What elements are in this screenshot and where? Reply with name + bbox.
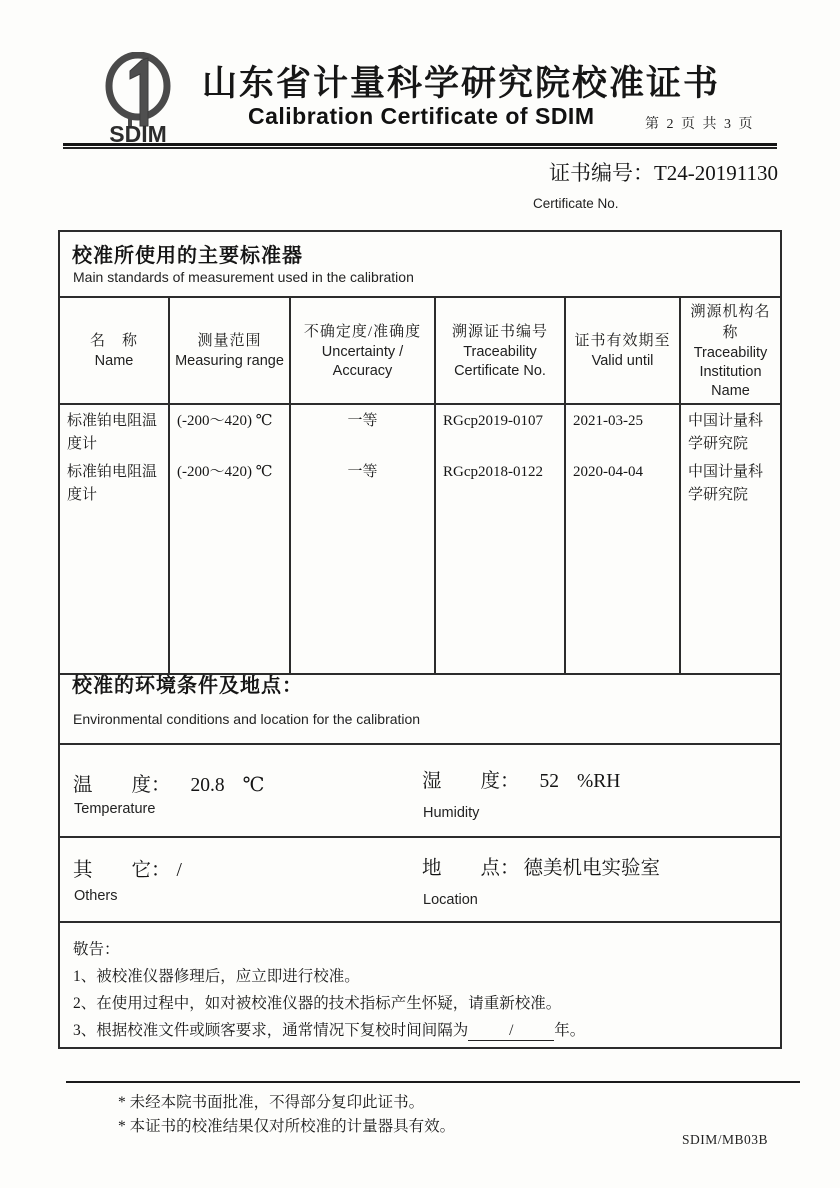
standards-section-title-zh: 校准所使用的主要标准器 bbox=[72, 245, 303, 267]
table-row bbox=[60, 404, 780, 457]
column-header-valid-until: 证书有效期至 Valid until bbox=[565, 297, 680, 404]
environment-section-title-zh: 校准的环境条件及地点： bbox=[72, 675, 303, 697]
cell-valid-until: 2020-04-04 bbox=[565, 456, 680, 508]
others-value: / bbox=[176, 860, 182, 881]
env-divider-3 bbox=[60, 921, 780, 923]
footer-divider-rule bbox=[66, 1081, 800, 1083]
cell-name: 标准铂电阻温度计 bbox=[60, 404, 169, 457]
humidity-label-zh: 湿 度： bbox=[422, 771, 520, 792]
column-header-uncertainty: 不确定度/准确度 Uncertainty / Accuracy bbox=[290, 297, 435, 404]
location-label-en: Location bbox=[423, 892, 478, 908]
cell-name: 标准铂电阻温度计 bbox=[60, 456, 169, 508]
logo-sdim-text: SDIM bbox=[109, 121, 167, 146]
cell-range: (-200～420) ℃ bbox=[169, 404, 290, 457]
location-field bbox=[422, 852, 660, 880]
cell-cert-no: RGcp2019-0107 bbox=[435, 404, 565, 457]
page-title-zh: 山东省计量科学研究院校准证书 bbox=[202, 64, 721, 103]
humidity-field bbox=[422, 765, 620, 793]
temperature-unit: ℃ bbox=[242, 775, 265, 796]
page-title-en: Calibration Certificate of SDIM bbox=[248, 103, 595, 129]
others-label-zh: 其 它： bbox=[73, 860, 171, 881]
notice-item-3: 3、根据校准文件或顾客要求，通常情况下复校时间间隔为 / 年。 bbox=[73, 1022, 586, 1039]
certificate-number: 证书编号：T24-20191130 bbox=[548, 161, 778, 185]
notice-item-1: 1、被校准仪器修理后，应立即进行校准。 bbox=[73, 968, 360, 985]
humidity-unit: %RH bbox=[577, 771, 621, 792]
notice-item-2: 2、在使用过程中，如对被校准仪器的技术指标产生怀疑，请重新校准。 bbox=[73, 995, 562, 1012]
table-filler-cell bbox=[60, 508, 169, 674]
footer-note-2: * 本证书的校准结果仅对所校准的计量器具有效。 bbox=[118, 1118, 456, 1135]
location-value: 德美机电实验室 bbox=[523, 858, 661, 879]
certificate-number-label-en: Certificate No. bbox=[533, 196, 619, 211]
column-header-traceability-cert: 溯源证书编号 Traceability Certificate No. bbox=[435, 297, 565, 404]
column-header-range: 测量范围 Measuring range bbox=[169, 297, 290, 404]
column-header-name: 名 称 Name bbox=[60, 297, 169, 404]
temperature-label-en: Temperature bbox=[74, 801, 156, 817]
notice-block bbox=[73, 936, 753, 1044]
footer-note-1: * 未经本院书面批准，不得部分复印此证书。 bbox=[118, 1094, 425, 1111]
table-filler-cell bbox=[435, 508, 565, 674]
cell-range: (-200～420) ℃ bbox=[169, 456, 290, 508]
env-divider-1 bbox=[60, 743, 780, 745]
column-header-institution: 溯源机构名称 Traceability Institution Name bbox=[680, 297, 780, 404]
humidity-label-en: Humidity bbox=[423, 805, 480, 821]
standards-table bbox=[60, 296, 780, 675]
temperature-field bbox=[73, 769, 264, 797]
recalibration-interval-blank: / bbox=[468, 1022, 554, 1041]
humidity-value: 52 bbox=[539, 771, 560, 792]
form-code: SDIM/MB03B bbox=[682, 1132, 769, 1147]
location-label-zh: 地 点： bbox=[422, 858, 520, 879]
cell-valid-until: 2021-03-25 bbox=[565, 404, 680, 457]
table-header-row bbox=[60, 297, 780, 404]
cell-uncertainty: 一等 bbox=[290, 404, 435, 457]
standards-section-title-en: Main standards of measurement used in the calibration bbox=[73, 269, 414, 285]
table-row bbox=[60, 456, 780, 508]
cell-uncertainty: 一等 bbox=[290, 456, 435, 508]
temperature-value: 20.8 bbox=[190, 775, 225, 796]
env-divider-2 bbox=[60, 836, 780, 838]
main-content-box bbox=[58, 230, 782, 1049]
table-filler-row bbox=[60, 508, 780, 674]
page-number: 第 2 页 共 3 页 bbox=[645, 117, 755, 132]
cell-cert-no: RGcp2018-0122 bbox=[435, 456, 565, 508]
others-label-en: Others bbox=[74, 888, 118, 904]
others-field bbox=[73, 854, 182, 882]
cell-institution: 中国计量科学研究院 bbox=[680, 456, 780, 508]
temperature-label-zh: 温 度： bbox=[73, 775, 171, 796]
header-divider-rule bbox=[63, 143, 777, 149]
sdim-logo bbox=[92, 52, 188, 146]
table-filler-cell bbox=[680, 508, 780, 674]
table-filler-cell bbox=[290, 508, 435, 674]
environment-section-title-en: Environmental conditions and location for the calibration bbox=[73, 711, 421, 727]
cell-institution: 中国计量科学研究院 bbox=[680, 404, 780, 457]
notice-title: 敬告： bbox=[73, 941, 120, 958]
table-filler-cell bbox=[565, 508, 680, 674]
table-filler-cell bbox=[169, 508, 290, 674]
